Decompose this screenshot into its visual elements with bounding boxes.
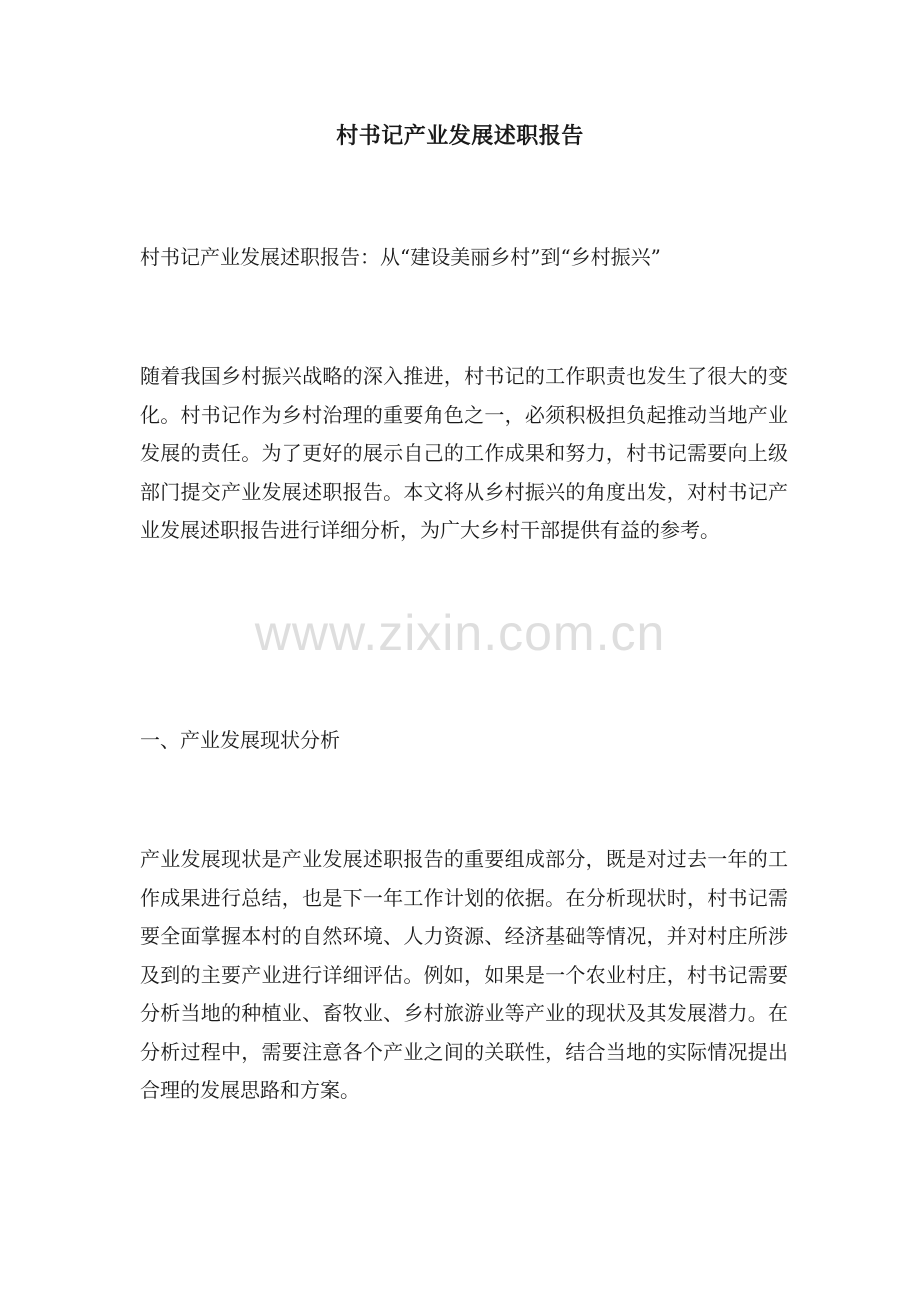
document-subtitle: 村书记产业发展述职报告：从“建设美丽乡村”到“乡村振兴”: [140, 245, 661, 269]
paragraph-intro: 随着我国乡村振兴战略的深入推进，村书记的工作职责也发生了很大的变化。村书记作为乡村治理的重要角色之一，必须积极担负起推动当地产业发展的责任。为了更好的展示自己的工作成果和努力，村书记需要向上级部门提交产业发展述职报告。本文将从乡村振兴的角度出发，对村书记产业发展述职报告进行详细分析，为广大乡村干部提供有益的参考。: [140, 364, 788, 542]
watermark: www.zixin.com.cn: [254, 605, 666, 661]
section-heading-1: 一、产业发展现状分析: [140, 728, 340, 752]
paragraph-status-analysis: 产业发展现状是产业发展述职报告的重要组成部分，既是对过去一年的工作成果进行总结，也是下一年工作计划的依据。在分析现状时，村书记需要全面掌握本村的自然环境、人力资源、经济基础等情况，并对村庄所涉及到的主要产业进行详细评估。例如，如果是一个农业村庄，村书记需要分析当地的种植业、畜牧业、乡村旅游业等产业的现状及其发展潜力。在分析过程中，需要注意各个产业之间的关联性，结合当地的实际情况提出合理的发展思路和方案。: [140, 847, 788, 1102]
document-title: 村书记产业发展述职报告: [336, 123, 584, 149]
